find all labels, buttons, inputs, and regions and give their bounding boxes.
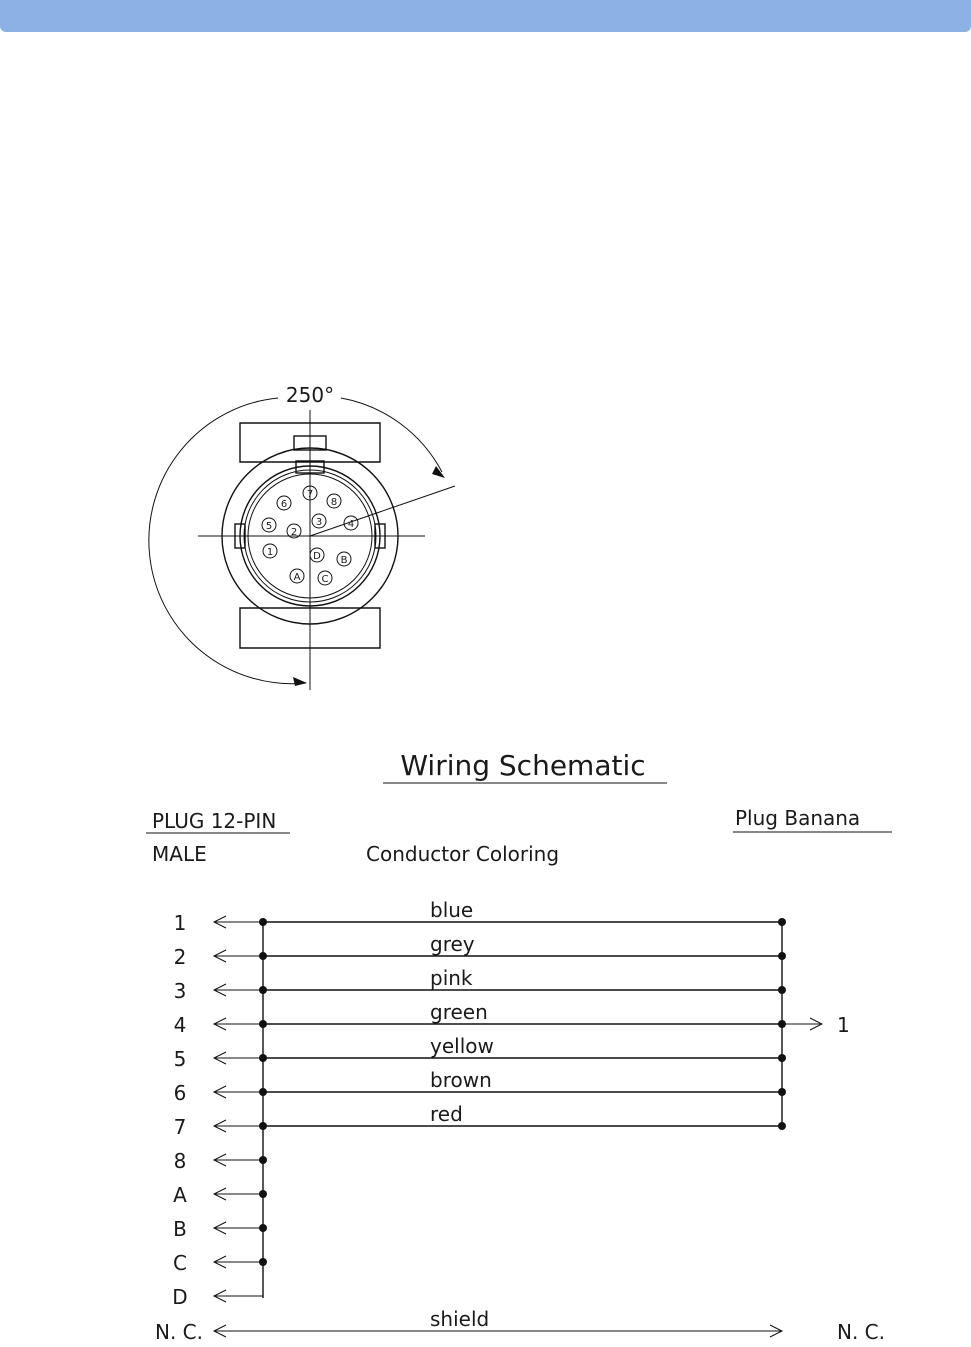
conductor-color-label: red	[430, 1102, 463, 1126]
pin-number-label: 3	[173, 979, 187, 1003]
pin-label: 1	[266, 547, 274, 558]
pin-number-label: 8	[173, 1149, 187, 1173]
conductor-color-label: brown	[430, 1068, 492, 1092]
pin-label: D	[313, 551, 321, 562]
nc-right-label: N. C.	[837, 1320, 885, 1344]
conductor-color-label: grey	[430, 932, 475, 956]
wiring-schematic	[146, 749, 892, 1344]
pin-number-label: 1	[173, 911, 187, 935]
nc-left-label: N. C.	[155, 1320, 203, 1344]
pin-number-label: C	[173, 1251, 187, 1275]
junction-dot	[778, 1054, 786, 1062]
pin-label: 3	[315, 517, 323, 528]
junction-dot	[778, 1088, 786, 1096]
left-subheader: MALE	[152, 842, 207, 866]
junction-dot	[259, 1156, 267, 1164]
pin-label: 6	[280, 499, 288, 510]
connector-front-view	[149, 383, 455, 690]
pin-number-label: 4	[173, 1013, 187, 1037]
middle-header: Conductor Coloring	[366, 842, 560, 866]
right-header: Plug Banana	[735, 806, 861, 830]
conductor-color-label: blue	[430, 898, 474, 922]
angle-label: 250°	[285, 383, 335, 407]
pin-label: B	[340, 555, 348, 566]
pin-label: C	[321, 574, 329, 585]
junction-dot	[259, 1190, 267, 1198]
arc-arrowhead	[432, 466, 445, 478]
pin-label: A	[293, 572, 301, 583]
pin-number-label: 7	[173, 1115, 187, 1139]
pin-label: 2	[290, 527, 298, 538]
pin-number-label: B	[173, 1217, 187, 1241]
conductor-color-label: yellow	[430, 1034, 494, 1058]
junction-dot	[259, 1258, 267, 1266]
pin-label: 4	[347, 519, 355, 530]
arc-arrowhead	[293, 677, 307, 686]
pin-number-label: A	[173, 1183, 187, 1207]
pin-label: 5	[265, 521, 273, 532]
conductor-color-label: green	[430, 1000, 488, 1024]
shield-label: shield	[430, 1307, 490, 1331]
conductor-color-label: pink	[430, 966, 473, 990]
pin-label: 8	[330, 497, 338, 508]
pin-label: 7	[306, 489, 314, 500]
junction-dot	[778, 1122, 786, 1130]
pin-number-label: 2	[173, 945, 187, 969]
pin-number-label: D	[172, 1285, 188, 1309]
banana-output-label: 1	[837, 1013, 850, 1037]
junction-dot	[778, 986, 786, 994]
junction-dot	[778, 952, 786, 960]
pin-number-label: 5	[173, 1047, 187, 1071]
junction-dot	[259, 1224, 267, 1232]
schematic-title: Wiring Schematic	[400, 749, 646, 782]
junction-dot	[778, 918, 786, 926]
left-header: PLUG 12-PIN	[152, 809, 277, 833]
pin-number-label: 6	[173, 1081, 187, 1105]
